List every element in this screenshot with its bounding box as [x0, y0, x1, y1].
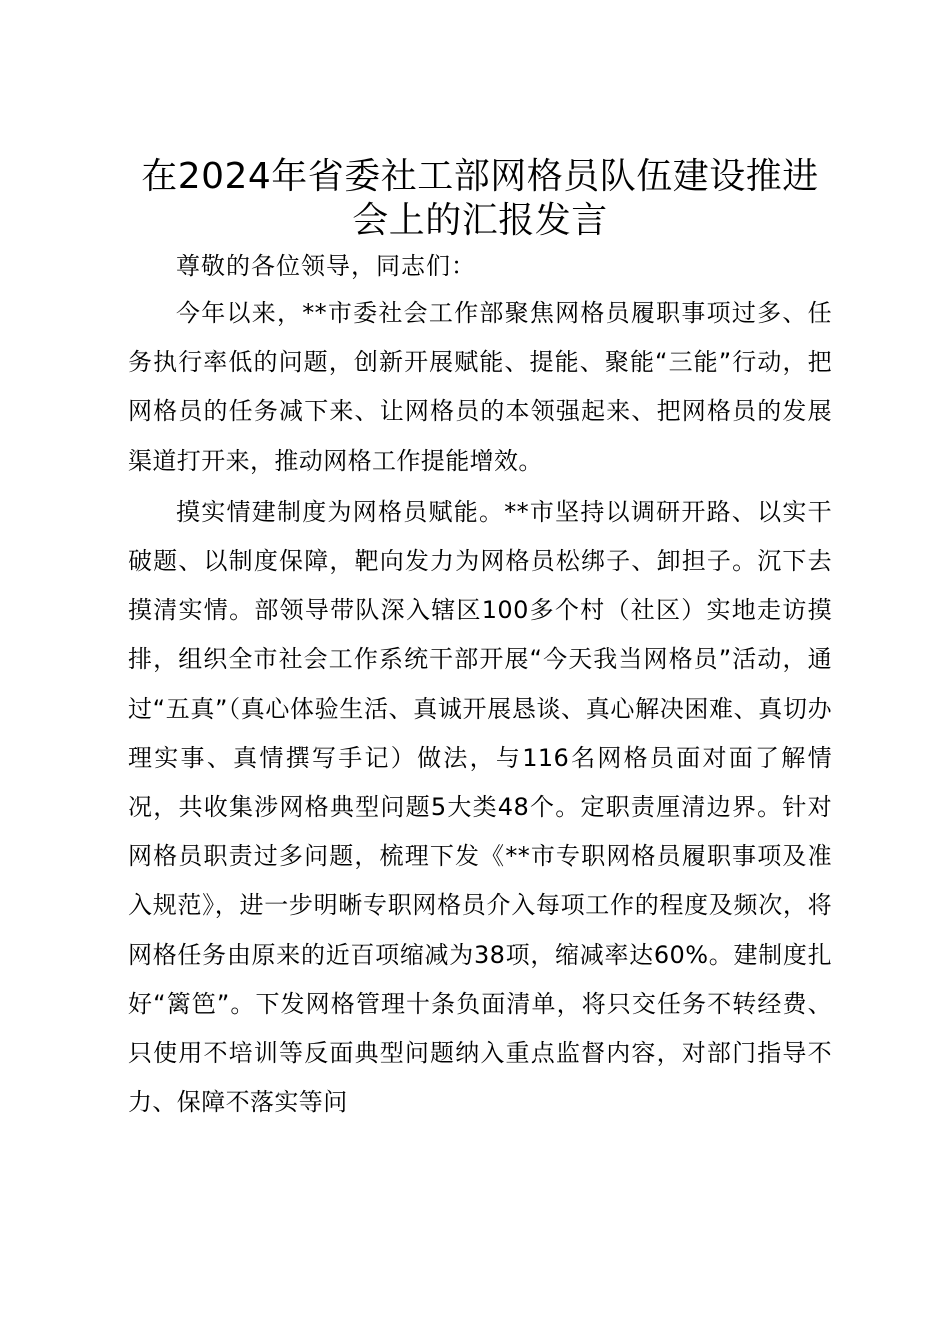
- paragraph-empowerment: 摸实情建制度为网格员赋能。**市坚持以调研开路、以实干破题、以制度保障，靶向发力为网格员松绑子、卸担子。沉下去摸清实情。部领导带队深入辖区100多个村（社区）实地走访摸排，组织全市社会工作系统干部开展“今天我当网格员”活动，通过“五真”（真心体验生活、真诚开展恳谈、真心解决困难、真切办理实事、真情撰写手记）做法，与116名网格员面对面了解情况，共收集涉网格典型问题5大类48个。定职责厘清边界。针对网格员职责过多问题，梳理下发《**市专职网格员履职事项及准入规范》，进一步明晰专职网格员介入每项工作的程度及频次，将网格任务由原来的近百项缩减为38项，缩减率达60%。建制度扎好“篱笆”。下发网格管理十条负面清单，将只交任务不转经费、只使用不培训等反面典型问题纳入重点监督内容，对部门指导不力、保障不落实等问: [128, 497, 832, 1117]
- document-title: 在2024年省委社工部网格员队伍建设推进会上的汇报发言: [141, 156, 819, 241]
- document-page: [128, 155, 832, 1127]
- paragraph-intro: 今年以来，**市委社会工作部聚焦网格员履职事项过多、任务执行率低的问题，创新开展赋能、提能、聚能“三能”行动，把网格员的任务减下来、让网格员的本领强起来、把网格员的发展渠道打开来，推动网格工作提能增效。: [128, 299, 832, 475]
- salutation: 尊敬的各位领导，同志们：: [176, 252, 476, 280]
